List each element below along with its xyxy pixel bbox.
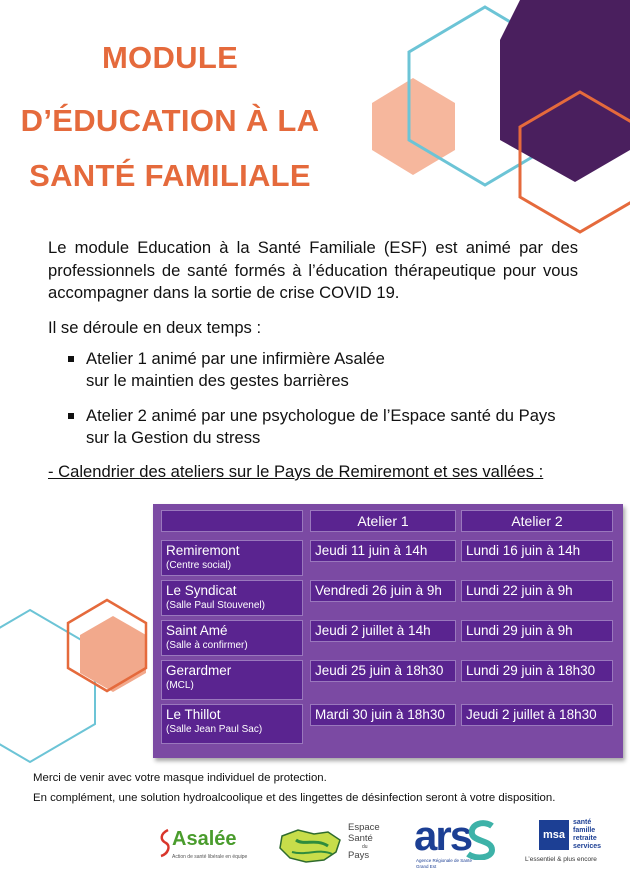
place-name: Le Syndicat <box>166 583 237 598</box>
place-name: Le Thillot <box>166 707 221 722</box>
table-cell-atelier-2: Lundi 22 juin à 9h <box>461 580 613 602</box>
footer-line-1: Merci de venir avec votre masque individuel de protection. <box>33 772 327 784</box>
msa-line-2: famille <box>573 827 596 834</box>
title-line-3: SANTÉ FAMILIALE <box>29 158 311 193</box>
table-header-empty <box>161 510 303 532</box>
title-line-1: MODULE <box>101 40 239 75</box>
venue-name: (Salle Paul Stouvenel) <box>166 600 265 611</box>
two-steps-text: Il se déroule en deux temps : <box>48 318 262 337</box>
calendar-table <box>153 504 623 758</box>
table-row-place <box>161 580 303 616</box>
espace-line-1: Espace <box>348 822 380 833</box>
table-header-atelier-2: Atelier 2 <box>461 510 613 532</box>
venue-name: (Salle à confirmer) <box>166 640 248 651</box>
map-pays-icon <box>276 826 346 866</box>
place-name: Saint Amé <box>166 623 228 638</box>
bullet-atelier-1 <box>68 348 385 392</box>
table-cell-atelier-1: Vendredi 26 juin à 9h <box>310 580 456 602</box>
msa-line-3: retraite <box>573 835 597 842</box>
asalee-swirl-icon <box>158 828 172 858</box>
intro-paragraph: Le module Education à la Santé Familiale (ESF) est animé par des professionnels de santé formés à l’éducation thérapeutique pour vous accompagner dans la sortie de crise COVID 19. <box>48 238 578 302</box>
table-cell-atelier-1: Jeudi 2 juillet à 14h <box>310 620 456 642</box>
asalee-name: Asalée <box>172 828 237 850</box>
place-name: Gerardmer <box>166 663 232 678</box>
bullet-2-line-2: sur la Gestion du stress <box>86 428 261 447</box>
table-cell-atelier-2: Lundi 29 juin à 18h30 <box>461 660 613 682</box>
table-cell-atelier-1: Jeudi 11 juin à 14h <box>310 540 456 562</box>
ars-line-2: Grand Est <box>416 864 437 869</box>
msa-badge <box>539 820 569 850</box>
table-row-place <box>161 660 303 700</box>
ars-logo <box>412 812 502 872</box>
venue-name: (Centre social) <box>166 560 232 571</box>
hexagon-teal-left-outline <box>0 610 95 762</box>
ars-name: ars <box>414 812 472 859</box>
bullet-1-line-2: sur le maintien des gestes barrières <box>86 371 349 390</box>
bullet-1-line-1: Atelier 1 animé par une infirmière Asalée <box>86 349 385 368</box>
table-cell-atelier-1: Mardi 30 juin à 18h30 <box>310 704 456 726</box>
msa-name: msa <box>542 829 566 841</box>
bullet-square-icon <box>68 413 74 419</box>
venue-name: (MCL) <box>166 680 194 691</box>
table-cell-atelier-2: Jeudi 2 juillet à 18h30 <box>461 704 613 726</box>
table-header-atelier-1: Atelier 1 <box>310 510 456 532</box>
msa-line-4: services <box>573 843 602 850</box>
table-cell-atelier-2: Lundi 16 juin à 14h <box>461 540 613 562</box>
footer-line-2: En complément, une solution hydroalcoolique et des lingettes de désinfection seront à votre disposition. <box>33 792 556 804</box>
ars-line-1: Agence Régionale de Santé <box>416 858 473 863</box>
espace-line-3: du <box>362 844 368 850</box>
espace-sante-logo <box>276 822 386 870</box>
calendar-title: - Calendrier des ateliers sur le Pays de Remiremont et ses vallées : <box>48 462 544 481</box>
bullet-square-icon <box>68 356 74 362</box>
table-row-place <box>161 540 303 576</box>
bullet-2-line-1: Atelier 2 animé par une psychologue de l’Espace santé du Pays <box>86 406 556 425</box>
title-line-2: D’ÉDUCATION À LA <box>20 103 320 138</box>
asalee-logo <box>158 826 258 866</box>
bullet-atelier-2 <box>68 405 556 449</box>
venue-name: (Salle Jean Paul Sac) <box>166 724 263 735</box>
msa-tagline: L’essentiel & plus encore <box>525 856 597 863</box>
msa-logo <box>525 818 625 872</box>
table-row-place <box>161 704 303 744</box>
place-name: Remiremont <box>166 543 240 558</box>
table-cell-atelier-2: Lundi 29 juin à 9h <box>461 620 613 642</box>
table-cell-atelier-1: Jeudi 25 juin à 18h30 <box>310 660 456 682</box>
espace-line-2: Santé <box>348 833 373 844</box>
ars-s-icon <box>464 820 498 860</box>
espace-line-4: Pays <box>348 850 370 861</box>
asalee-tagline: Action de santé libérale en équipe <box>172 854 248 860</box>
msa-line-1: santé <box>573 819 592 826</box>
table-row-place <box>161 620 303 656</box>
